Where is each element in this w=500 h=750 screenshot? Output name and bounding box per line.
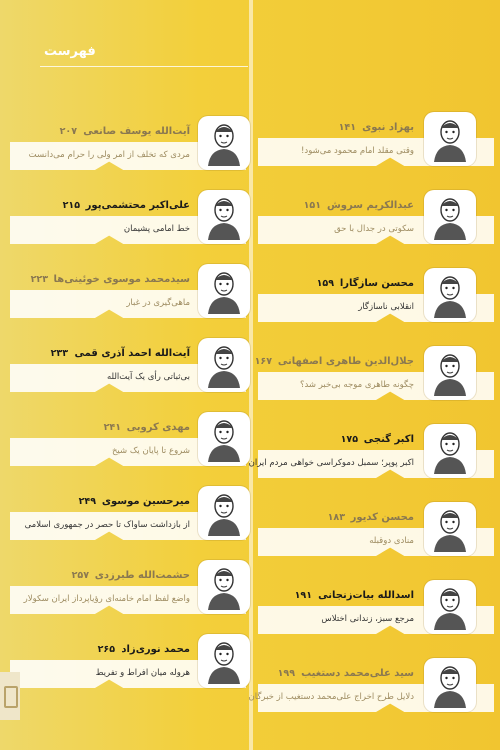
entry-page-number: ۱۵۱ bbox=[303, 200, 321, 211]
toc-entry[interactable] bbox=[258, 500, 494, 560]
toc-entry[interactable] bbox=[10, 632, 246, 692]
toc-heading: فهرست bbox=[44, 44, 96, 59]
entry-name: محسن سازگارا bbox=[339, 278, 414, 289]
entry-name: سید علی‌محمد دستغیب bbox=[301, 668, 414, 679]
entry-name: جلال‌الدین طاهری اصفهانی bbox=[277, 356, 414, 367]
entry-page-number: ۲۴۱ bbox=[103, 422, 121, 433]
entry-page-number: ۲۵۷ bbox=[71, 570, 89, 581]
entry-subtitle: خط امامی پشیمان bbox=[123, 224, 190, 234]
entry-name: بهزاد نبوی bbox=[362, 122, 414, 133]
entry-page-number: ۲۴۹ bbox=[78, 496, 96, 507]
entry-page-number: ۲۶۵ bbox=[97, 644, 115, 655]
toc-entry[interactable] bbox=[254, 344, 494, 404]
toc-entry[interactable] bbox=[10, 114, 246, 174]
entry-name: علی‌اکبر محتشمی‌پور bbox=[85, 200, 190, 211]
entry-name: میرحسین موسوی bbox=[101, 496, 190, 507]
entry-subtitle: سکوتی در جدال با حق bbox=[334, 224, 414, 234]
portrait-icon bbox=[198, 264, 250, 318]
portrait-icon bbox=[198, 412, 250, 466]
toc-entry[interactable] bbox=[10, 484, 246, 544]
entry-subtitle: بی‌ثباتی رأی یک آیت‌الله bbox=[106, 372, 190, 382]
entry-page-number: ۱۹۹ bbox=[277, 668, 295, 679]
entry-page-number: ۱۵۹ bbox=[316, 278, 334, 289]
portrait-icon bbox=[424, 502, 476, 556]
entry-subtitle: مرجع سبز، زندانی اختلاس bbox=[321, 614, 414, 624]
entry-subtitle: واضع لفظ امام خامنه‌ای رؤیاپرداز ایران سکولار bbox=[23, 594, 190, 604]
portrait-icon bbox=[424, 346, 476, 400]
entry-page-number: ۲۱۵ bbox=[62, 200, 80, 211]
entry-name: اسدالله بیات‌زنجانی bbox=[318, 590, 414, 601]
entry-subtitle: اکبر پوپر؛ سمبل دموکراسی خواهی مردم ایران bbox=[248, 458, 414, 468]
entry-subtitle: هروله میان افراط و تفریط bbox=[95, 668, 190, 678]
entry-name: حشمت‌الله طبرزدی bbox=[94, 570, 190, 581]
portrait-icon bbox=[198, 338, 250, 392]
toc-entry[interactable] bbox=[10, 410, 246, 470]
entry-name: آیت‌الله احمد آذری قمی bbox=[74, 348, 190, 359]
toc-entry[interactable] bbox=[258, 578, 494, 638]
entry-name: آیت‌الله یوسف صانعی bbox=[83, 126, 190, 137]
entry-page-number: ۲۳۳ bbox=[50, 348, 68, 359]
entry-subtitle: انقلابی ناسازگار bbox=[358, 302, 414, 312]
portrait-icon bbox=[424, 658, 476, 712]
entry-page-number: ۱۴۱ bbox=[338, 122, 356, 133]
entry-name: محسن کدیور bbox=[350, 512, 414, 523]
toc-entry[interactable] bbox=[10, 558, 246, 618]
entry-subtitle: مردی که تخلف از امر ولی را حرام می‌دانست bbox=[28, 150, 190, 160]
portrait-icon bbox=[198, 634, 250, 688]
entry-name: عبدالکریم سروش bbox=[326, 200, 414, 211]
entry-subtitle: شروع تا پایان یک شیخ bbox=[111, 446, 190, 456]
entry-page-number: ۱۹۱ bbox=[294, 590, 312, 601]
portrait-icon bbox=[198, 190, 250, 244]
entry-name: سیدمحمد موسوی خوئینی‌ها bbox=[53, 274, 190, 285]
entry-page-number: ۲۲۳ bbox=[30, 274, 48, 285]
entry-name: اکبر گنجی bbox=[363, 434, 414, 445]
entry-name: محمد نوری‌زاد bbox=[121, 644, 190, 655]
portrait-icon bbox=[424, 268, 476, 322]
toc-entry[interactable] bbox=[248, 422, 494, 482]
toc-entry[interactable] bbox=[10, 336, 246, 396]
portrait-icon bbox=[198, 560, 250, 614]
left-column bbox=[10, 0, 246, 750]
entry-subtitle: منادی دوقبله bbox=[369, 536, 414, 546]
toc-entry[interactable] bbox=[258, 110, 494, 170]
toc-entry[interactable] bbox=[10, 262, 246, 322]
toc-entry[interactable] bbox=[10, 188, 246, 248]
toc-entry[interactable] bbox=[248, 656, 494, 716]
entry-subtitle: چگونه طاهری موجه بی‌خبر شد؟ bbox=[299, 380, 414, 390]
right-column bbox=[248, 0, 494, 750]
entry-page-number: ۲۰۷ bbox=[59, 126, 77, 137]
portrait-icon bbox=[198, 486, 250, 540]
publisher-emblem-icon bbox=[0, 672, 20, 720]
entry-name: مهدی کروبی bbox=[126, 422, 190, 433]
heading-rule bbox=[40, 66, 248, 67]
portrait-icon bbox=[424, 190, 476, 244]
entry-page-number: ۱۸۳ bbox=[327, 512, 345, 523]
portrait-icon bbox=[424, 424, 476, 478]
portrait-icon bbox=[424, 580, 476, 634]
toc-entry[interactable] bbox=[258, 188, 494, 248]
portrait-icon bbox=[198, 116, 250, 170]
entry-subtitle: وقتی مقلد امام محمود می‌شود! bbox=[301, 146, 414, 156]
entry-page-number: ۱۶۷ bbox=[254, 356, 272, 367]
toc-entry[interactable] bbox=[258, 266, 494, 326]
entry-page-number: ۱۷۵ bbox=[340, 434, 358, 445]
entry-subtitle: دلایل طرح اخراج علی‌محمد دستغیب از خبرگان bbox=[248, 692, 414, 702]
entry-subtitle: از بازداشت ساواک تا حصر در جمهوری اسلامی bbox=[24, 520, 190, 530]
portrait-icon bbox=[424, 112, 476, 166]
entry-subtitle: ماهی‌گیری در غبار bbox=[126, 298, 190, 308]
